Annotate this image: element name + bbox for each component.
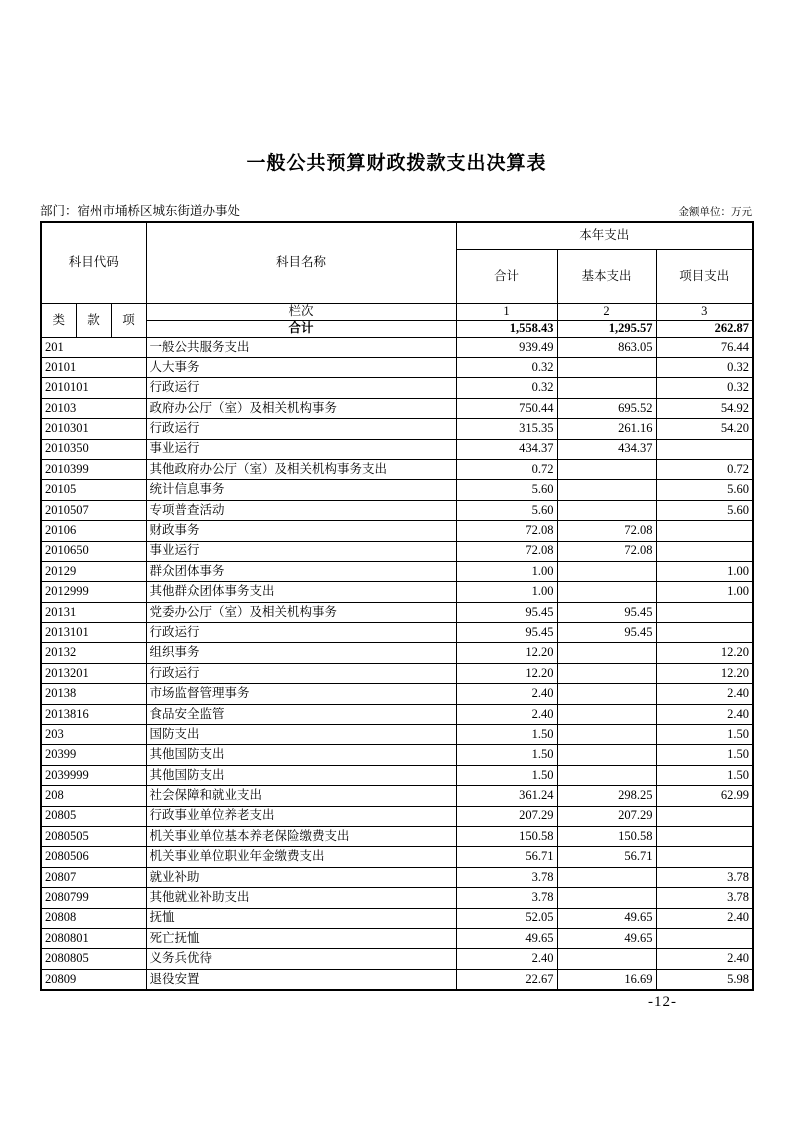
cell-subject-code: 20805 (41, 806, 146, 826)
table-row (41, 827, 753, 847)
cell-total: 2.40 (456, 704, 557, 724)
cell-basic-expenditure (557, 725, 656, 745)
cell-subject-code: 2012999 (41, 582, 146, 602)
cell-subject-name: 行政运行 (146, 378, 456, 398)
cell-basic-expenditure: 16.69 (557, 969, 656, 990)
cell-project-expenditure (656, 928, 753, 948)
cell-basic-expenditure: 863.05 (557, 337, 656, 357)
cell-total: 95.45 (456, 602, 557, 622)
cell-project-expenditure (656, 806, 753, 826)
grand-total-value: 1,558.43 (456, 320, 557, 337)
cell-subject-name: 机关事业单位职业年金缴费支出 (146, 847, 456, 867)
cell-subject-name: 其他政府办公厅（室）及相关机构事务支出 (146, 459, 456, 479)
cell-subject-code: 20105 (41, 480, 146, 500)
grand-total-label: 合计 (146, 320, 456, 337)
table-row (41, 521, 753, 541)
cell-subject-name: 社会保障和就业支出 (146, 786, 456, 806)
cell-project-expenditure: 3.78 (656, 888, 753, 908)
cell-subject-name: 其他国防支出 (146, 745, 456, 765)
cell-subject-name: 财政事务 (146, 521, 456, 541)
cell-basic-expenditure: 72.08 (557, 541, 656, 561)
table-row (41, 949, 753, 969)
cell-total: 0.32 (456, 378, 557, 398)
cell-total: 5.60 (456, 500, 557, 520)
budget-table (40, 221, 754, 991)
cell-basic-expenditure: 434.37 (557, 439, 656, 459)
grand-total-basic: 1,295.57 (557, 320, 656, 337)
table-row (41, 602, 753, 622)
header-subject-code: 科目代码 (41, 222, 146, 304)
cell-total: 3.78 (456, 888, 557, 908)
cell-total: 49.65 (456, 928, 557, 948)
cell-project-expenditure: 54.20 (656, 419, 753, 439)
cell-subject-code: 20399 (41, 745, 146, 765)
cell-total: 939.49 (456, 337, 557, 357)
header-row-lanci (41, 304, 753, 321)
cell-subject-name: 人大事务 (146, 358, 456, 378)
table-row (41, 398, 753, 418)
table-row (41, 765, 753, 785)
cell-project-expenditure: 2.40 (656, 704, 753, 724)
table-row (41, 582, 753, 602)
cell-total: 750.44 (456, 398, 557, 418)
cell-project-expenditure (656, 602, 753, 622)
cell-total: 2.40 (456, 684, 557, 704)
table-row (41, 663, 753, 683)
cell-project-expenditure: 62.99 (656, 786, 753, 806)
cell-basic-expenditure (557, 480, 656, 500)
cell-subject-code: 2010101 (41, 378, 146, 398)
header-year-expenditure: 本年支出 (456, 222, 753, 250)
cell-total: 95.45 (456, 623, 557, 643)
cell-subject-name: 国防支出 (146, 725, 456, 745)
cell-subject-name: 组织事务 (146, 643, 456, 663)
cell-basic-expenditure: 72.08 (557, 521, 656, 541)
cell-basic-expenditure: 95.45 (557, 602, 656, 622)
table-row (41, 459, 753, 479)
cell-project-expenditure: 5.60 (656, 480, 753, 500)
table-row (41, 888, 753, 908)
cell-project-expenditure: 0.32 (656, 358, 753, 378)
table-row (41, 969, 753, 990)
cell-total: 12.20 (456, 663, 557, 683)
cell-basic-expenditure (557, 745, 656, 765)
cell-basic-expenditure: 207.29 (557, 806, 656, 826)
cell-project-expenditure: 1.50 (656, 725, 753, 745)
cell-basic-expenditure: 49.65 (557, 928, 656, 948)
cell-subject-name: 一般公共服务支出 (146, 337, 456, 357)
cell-basic-expenditure (557, 500, 656, 520)
header-col-2: 2 (557, 304, 656, 321)
cell-subject-code: 2010507 (41, 500, 146, 520)
cell-total: 1.50 (456, 745, 557, 765)
table-row (41, 643, 753, 663)
cell-subject-code: 20131 (41, 602, 146, 622)
table-row (41, 684, 753, 704)
header-item: 项 (111, 304, 146, 338)
cell-total: 207.29 (456, 806, 557, 826)
cell-basic-expenditure (557, 643, 656, 663)
cell-project-expenditure: 2.40 (656, 684, 753, 704)
cell-subject-code: 2010650 (41, 541, 146, 561)
cell-project-expenditure (656, 439, 753, 459)
cell-subject-code: 2013201 (41, 663, 146, 683)
cell-project-expenditure: 0.32 (656, 378, 753, 398)
cell-project-expenditure: 1.00 (656, 561, 753, 581)
cell-subject-code: 20132 (41, 643, 146, 663)
table-row (41, 786, 753, 806)
cell-subject-code: 2010350 (41, 439, 146, 459)
cell-project-expenditure (656, 521, 753, 541)
table-row (41, 623, 753, 643)
cell-subject-code: 2010301 (41, 419, 146, 439)
cell-subject-code: 2080805 (41, 949, 146, 969)
cell-subject-code: 20103 (41, 398, 146, 418)
cell-basic-expenditure: 261.16 (557, 419, 656, 439)
header-col-3: 3 (656, 304, 753, 321)
cell-project-expenditure: 1.50 (656, 745, 753, 765)
cell-subject-name: 政府办公厅（室）及相关机构事务 (146, 398, 456, 418)
cell-total: 1.50 (456, 765, 557, 785)
cell-total: 1.00 (456, 582, 557, 602)
header-col-1: 1 (456, 304, 557, 321)
cell-subject-name: 专项普查活动 (146, 500, 456, 520)
table-row (41, 806, 753, 826)
cell-basic-expenditure: 49.65 (557, 908, 656, 928)
cell-subject-name: 抚恤 (146, 908, 456, 928)
cell-basic-expenditure (557, 459, 656, 479)
cell-basic-expenditure (557, 949, 656, 969)
table-row (41, 337, 753, 357)
cell-subject-name: 党委办公厅（室）及相关机构事务 (146, 602, 456, 622)
cell-project-expenditure (656, 623, 753, 643)
cell-project-expenditure (656, 541, 753, 561)
table-row (41, 378, 753, 398)
cell-project-expenditure: 1.50 (656, 765, 753, 785)
cell-total: 434.37 (456, 439, 557, 459)
cell-basic-expenditure: 695.52 (557, 398, 656, 418)
table-row (41, 500, 753, 520)
cell-subject-code: 20138 (41, 684, 146, 704)
table-row (41, 725, 753, 745)
cell-subject-name: 其他群众团体事务支出 (146, 582, 456, 602)
header-row-group (41, 222, 753, 250)
cell-project-expenditure: 12.20 (656, 643, 753, 663)
page-title: 一般公共预算财政拨款支出决算表 (246, 153, 547, 174)
cell-subject-name: 群众团体事务 (146, 561, 456, 581)
cell-total: 22.67 (456, 969, 557, 990)
cell-project-expenditure: 2.40 (656, 908, 753, 928)
cell-basic-expenditure (557, 358, 656, 378)
cell-project-expenditure: 3.78 (656, 867, 753, 887)
cell-total: 315.35 (456, 419, 557, 439)
header-class: 类 (41, 304, 76, 338)
table-row (41, 419, 753, 439)
cell-subject-name: 食品安全监管 (146, 704, 456, 724)
cell-basic-expenditure: 95.45 (557, 623, 656, 643)
cell-basic-expenditure (557, 888, 656, 908)
cell-basic-expenditure (557, 378, 656, 398)
cell-subject-name: 事业运行 (146, 439, 456, 459)
cell-subject-code: 208 (41, 786, 146, 806)
cell-project-expenditure: 54.92 (656, 398, 753, 418)
cell-subject-code: 203 (41, 725, 146, 745)
header-subject-name: 科目名称 (146, 222, 456, 304)
cell-subject-code: 201 (41, 337, 146, 357)
header-lanci-label: 栏次 (146, 304, 456, 321)
cell-subject-name: 死亡抚恤 (146, 928, 456, 948)
cell-total: 3.78 (456, 867, 557, 887)
page-number: -12- (648, 994, 677, 1010)
cell-total: 150.58 (456, 827, 557, 847)
cell-project-expenditure: 12.20 (656, 663, 753, 683)
cell-total: 52.05 (456, 908, 557, 928)
header-project: 项目支出 (656, 250, 753, 304)
cell-total: 56.71 (456, 847, 557, 867)
cell-total: 12.20 (456, 643, 557, 663)
cell-basic-expenditure: 298.25 (557, 786, 656, 806)
table-row (41, 480, 753, 500)
cell-basic-expenditure (557, 561, 656, 581)
cell-subject-code: 2013101 (41, 623, 146, 643)
cell-project-expenditure: 0.72 (656, 459, 753, 479)
cell-basic-expenditure: 56.71 (557, 847, 656, 867)
cell-total: 72.08 (456, 541, 557, 561)
table-row (41, 561, 753, 581)
cell-project-expenditure: 2.40 (656, 949, 753, 969)
cell-total: 361.24 (456, 786, 557, 806)
cell-subject-code: 20809 (41, 969, 146, 990)
cell-total: 0.32 (456, 358, 557, 378)
cell-total: 2.40 (456, 949, 557, 969)
table-row (41, 745, 753, 765)
header-total: 合计 (456, 250, 557, 304)
meta-row (40, 201, 752, 219)
table-row (41, 908, 753, 928)
cell-project-expenditure (656, 827, 753, 847)
table-row (41, 867, 753, 887)
cell-basic-expenditure: 150.58 (557, 827, 656, 847)
cell-subject-code: 20106 (41, 521, 146, 541)
table-row (41, 541, 753, 561)
table-body (41, 337, 753, 990)
unit-label: 金额单位：万元 (678, 207, 752, 218)
cell-project-expenditure: 5.98 (656, 969, 753, 990)
cell-subject-name: 其他国防支出 (146, 765, 456, 785)
cell-subject-name: 行政运行 (146, 419, 456, 439)
header-basic: 基本支出 (557, 250, 656, 304)
cell-basic-expenditure (557, 663, 656, 683)
cell-subject-code: 20808 (41, 908, 146, 928)
table-row (41, 928, 753, 948)
cell-basic-expenditure (557, 765, 656, 785)
cell-project-expenditure: 76.44 (656, 337, 753, 357)
grand-total-project: 262.87 (656, 320, 753, 337)
cell-subject-code: 20807 (41, 867, 146, 887)
cell-basic-expenditure (557, 582, 656, 602)
cell-subject-name: 就业补助 (146, 867, 456, 887)
header-section: 款 (76, 304, 111, 338)
department-label: 部门：宿州市埇桥区城东街道办事处 (40, 204, 241, 218)
table-row (41, 439, 753, 459)
cell-basic-expenditure (557, 867, 656, 887)
cell-subject-code: 2080799 (41, 888, 146, 908)
cell-subject-code: 20129 (41, 561, 146, 581)
cell-subject-code: 2039999 (41, 765, 146, 785)
cell-subject-code: 2080505 (41, 827, 146, 847)
table-row (41, 358, 753, 378)
cell-total: 72.08 (456, 521, 557, 541)
cell-subject-name: 行政事业单位养老支出 (146, 806, 456, 826)
cell-project-expenditure: 1.00 (656, 582, 753, 602)
table-row (41, 847, 753, 867)
cell-subject-code: 2080506 (41, 847, 146, 867)
cell-total: 0.72 (456, 459, 557, 479)
cell-basic-expenditure (557, 704, 656, 724)
cell-subject-code: 2013816 (41, 704, 146, 724)
cell-subject-name: 其他就业补助支出 (146, 888, 456, 908)
cell-subject-name: 事业运行 (146, 541, 456, 561)
cell-subject-name: 退役安置 (146, 969, 456, 990)
cell-subject-code: 20101 (41, 358, 146, 378)
cell-subject-code: 2010399 (41, 459, 146, 479)
table-row (41, 704, 753, 724)
cell-subject-name: 行政运行 (146, 663, 456, 683)
cell-subject-code: 2080801 (41, 928, 146, 948)
cell-subject-name: 机关事业单位基本养老保险缴费支出 (146, 827, 456, 847)
cell-subject-name: 行政运行 (146, 623, 456, 643)
cell-total: 1.00 (456, 561, 557, 581)
cell-subject-name: 统计信息事务 (146, 480, 456, 500)
cell-total: 5.60 (456, 480, 557, 500)
cell-subject-name: 义务兵优待 (146, 949, 456, 969)
grand-total-row (41, 320, 753, 337)
cell-project-expenditure (656, 847, 753, 867)
cell-subject-name: 市场监督管理事务 (146, 684, 456, 704)
cell-basic-expenditure (557, 684, 656, 704)
cell-project-expenditure: 5.60 (656, 500, 753, 520)
cell-total: 1.50 (456, 725, 557, 745)
